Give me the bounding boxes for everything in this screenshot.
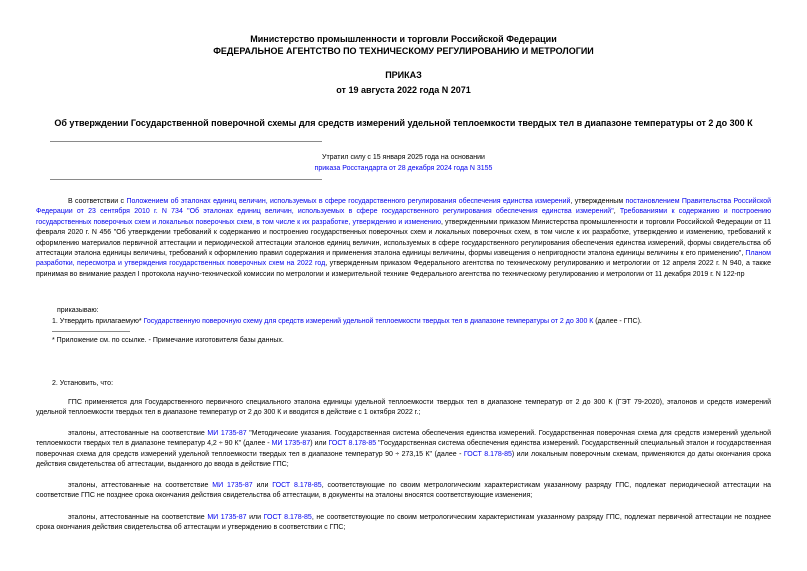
page-title: Об утверждении Государственной поверочной схемы для средств измерений удельной теплоемкости твердых тел в диапазоне температуры от 2 до 300 К	[54, 118, 753, 128]
paragraph-scope: ГПС применяется для Государственного первичного специального эталона единицы удельной теплоемкости твердых тел в диапазоне температур от 2 до 300 К (ГЭТ 79-2020), эталонов и средств измерений удельной теплоемкости твердых тел в диапазоне температур от 2 до 300 К и вводится в действие с 1 октября 2022 г.;	[36, 399, 771, 417]
status-note: Утратил силу с 15 января 2025 года на основании	[322, 154, 485, 161]
verification-scheme-link[interactable]: Государственную поверочную схему для средств измерений удельной теплоемкости твердых тел в диапазоне температуры от 2 до 300 К	[143, 318, 594, 325]
gost-8-178-85-link[interactable]: ГОСТ 8.178-85	[272, 482, 322, 489]
mi-1735-87-link[interactable]: МИ 1735-87	[207, 430, 247, 437]
divider-bottom	[50, 179, 322, 180]
order-item-1: 1. Утвердить прилагаемую* Государственную поверочную схему для средств измерений удельной теплоемкости твердых тел в диапазоне температуры от 2 до 300 К (далее - ГПС).	[52, 318, 642, 325]
footnote-divider	[52, 331, 130, 332]
paragraph-periodic-attestation: эталоны, аттестованные на соответствие МИ 1735-87 или ГОСТ 8.178-85, соответствующие по своим метрологическим характеристикам указанному разряду ГПС, подлежат периодической аттестации на соответствие ГПС не позднее срока окончания действия свидетельства об аттестации, в документы на эталоны вносятся соответствующие изменения;	[36, 482, 771, 500]
mi-1735-87-link[interactable]: МИ 1735-87	[212, 482, 253, 489]
mi-1735-87-link[interactable]: МИ 1735-87	[207, 514, 247, 521]
regulation-link[interactable]: Положением об эталонах единиц величин, используемых в сфере государственного регулирования обеспечения единства измерений	[126, 198, 571, 205]
doc-type: ПРИКАЗ	[385, 70, 422, 80]
requirements-link[interactable]: Требованиями к содержанию и построению государственных поверочных схем и локальных поверочных схем, в том числе к их разработке, утверждению и изменению	[36, 208, 772, 226]
gost-8-178-85-link[interactable]: ГОСТ 8.178-85	[263, 514, 312, 521]
gost-8-178-85-link[interactable]: ГОСТ 8.178-85	[463, 450, 512, 458]
order-word: приказываю:	[57, 307, 99, 314]
mi-1735-87-link[interactable]: МИ 1735-87	[271, 440, 311, 448]
paragraph-primary-attestation: эталоны, аттестованные на соответствие МИ 1735-87 или ГОСТ 8.178-85, не соответствующие по своим метрологическим характеристикам указанному разряду ГПС, подлежат первичной аттестации не позднее срока окончания действия свидетельства об аттестации и утверждению в соответствии с ГПС;	[36, 514, 771, 532]
development-plan-link[interactable]: Планом разработки, пересмотра и утверждения государственных поверочных схем на 2022 год	[36, 250, 771, 268]
repeal-order-link[interactable]: приказа Росстандарта от 28 декабря 2024 года N 3155	[314, 165, 493, 172]
paragraph-certified-standards: эталоны, аттестованные на соответствие МИ 1735-87 "Методические указания. Государственная система обеспечения единства измерений. Государственная поверочная схема для средств измерений удельной теплоемкости твердых тел в диапазоне температур 4,2 ÷ 90 К" (далее - МИ 1735-87) или ГОСТ 8.178-85 "Государственная система обеспечения единства измерений. Государственный специальный эталон и государственная поверочная схема для средств измерений удельной теплоемкости твердых тел в диапазоне температур 90 ÷ 273,15 К" (далее - ГОСТ 8.178-85) или локальным поверочным схемам, применяются до даты окончания срока действия свидетельства об аттестации, выданного до ввода в действие ГПС;	[36, 430, 772, 469]
ministry-name: Министерство промышленности и торговли Российской Федерации	[250, 34, 557, 44]
order-item-2: 2. Установить, что:	[52, 380, 114, 387]
divider-top	[50, 141, 322, 142]
preamble-paragraph: В соответствии с Положением об эталонах единиц величин, используемых в сфере государственного регулирования обеспечения единства измерений, утвержденным постановлением Правительства Российской Федерации от 23 сентября 2010 г. N 734 "Об эталонах единиц величин, используемых в сфере государственного регулирования обеспечения единства измерений", Требованиями к содержанию и построению государственных поверочных схем и локальных поверочных схем, в том числе к их разработке, утверждению и изменению, утвержденными приказом Министерства промышленности и торговли Российской Федерации от 11 февраля 2020 г. N 456 "Об утверждении требований к содержанию и построению государственных поверочных схем и локальных поверочных схем, в том числе к их разработке, утверждению и изменению, требований к оформлению материалов первичной аттестации и периодической аттестации эталонов единиц величин, используемых в сфере государственного регулирования обеспечения единства измерений, формы свидетельства об аттестации эталона единицы величины, требований к оформлению правил содержания и применения эталона единицы величины, формы извещения о непригодности эталона единицы величины к его применению", Планом разработки, пересмотра и утверждения государственных поверочных схем на 2022 год, утвержденным приказом Федерального агентства по техническому регулированию и метрологии от 12 апреля 2022 г. N 940, а также принимая во внимание раздел I протокола научно-технической комиссии по метрологии и измерительной технике Федерального агентства по техническому регулированию и метрологии от 11 декабря 2019 г. N 122-пр	[36, 198, 772, 278]
doc-date-number: от 19 августа 2022 года N 2071	[336, 85, 471, 95]
gost-8-178-85-link[interactable]: ГОСТ 8.178-85	[328, 440, 377, 448]
government-decree-link[interactable]: постановлением Правительства Российской Федерации от 23 сентября 2010 г. N 734 "Об эталонах единиц величин, используемых в сфере государственного регулирования обеспечения единства измерений"	[36, 198, 772, 216]
footnote: * Приложение см. по ссылке. - Примечание изготовителя базы данных.	[52, 337, 284, 344]
agency-name: ФЕДЕРАЛЬНОЕ АГЕНТСТВО ПО ТЕХНИЧЕСКОМУ РЕГУЛИРОВАНИЮ И МЕТРОЛОГИИ	[213, 46, 594, 56]
